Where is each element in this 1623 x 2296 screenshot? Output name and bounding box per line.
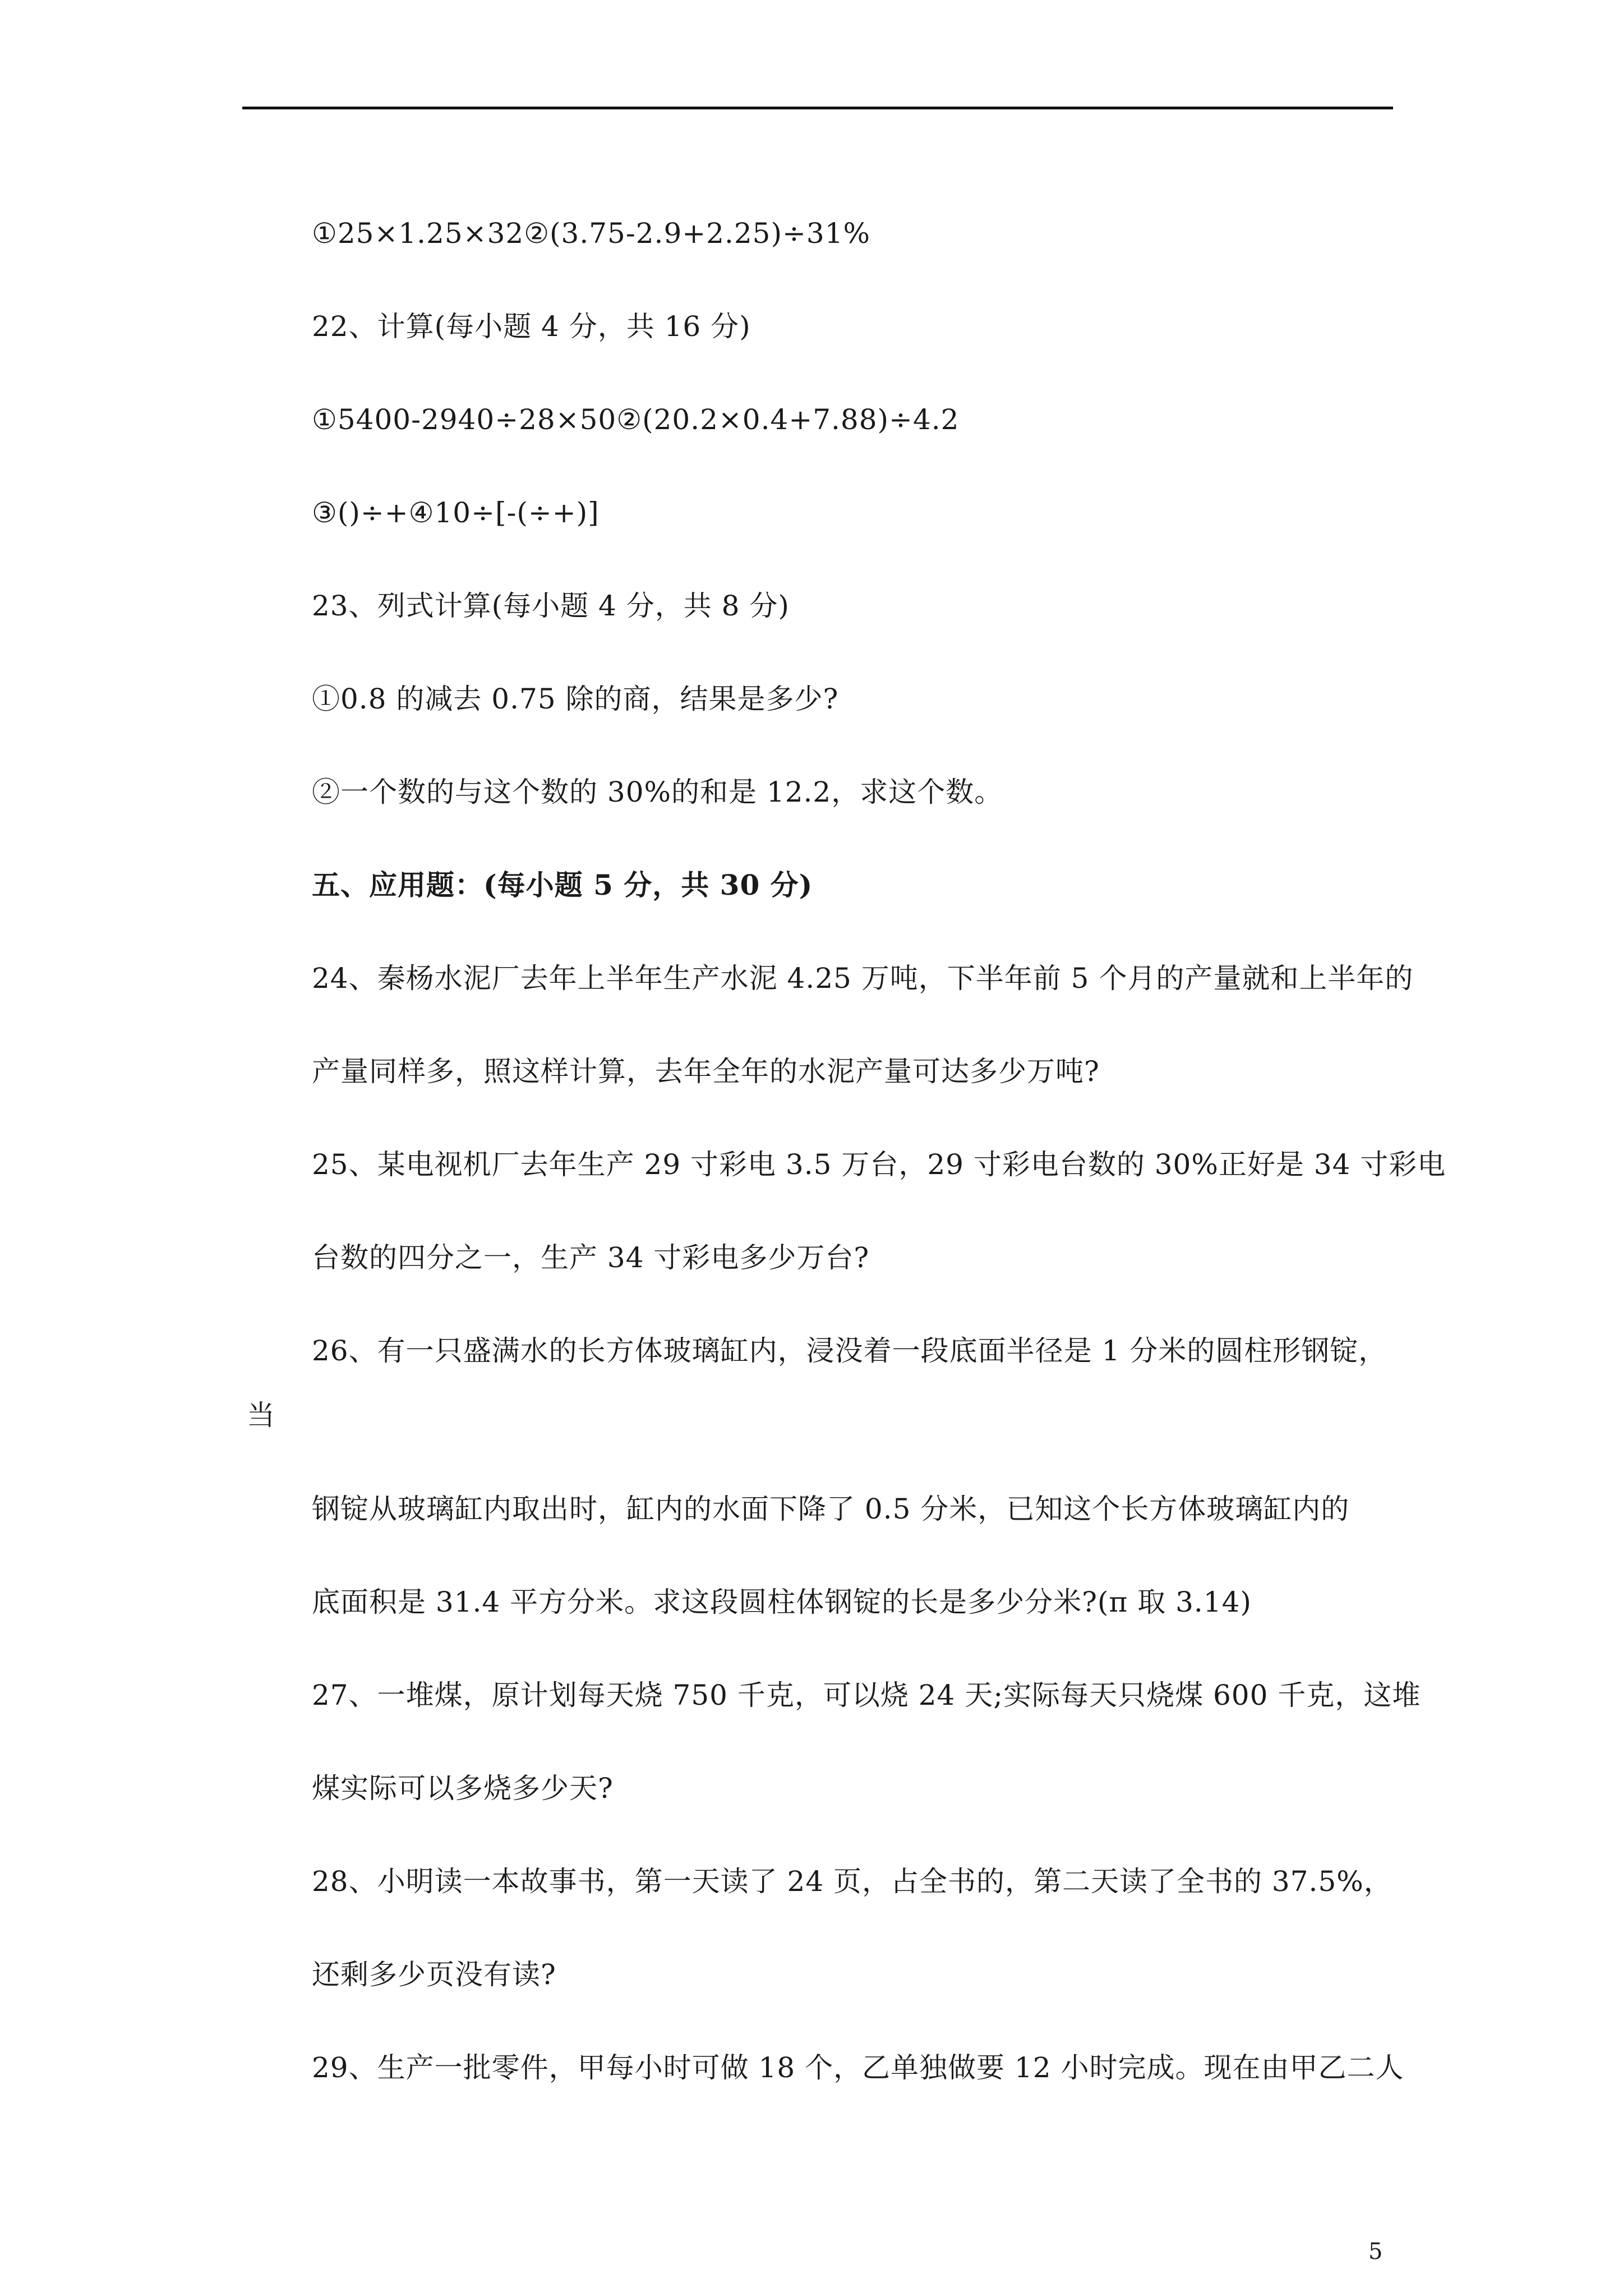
exercise-22-expressions-a: ①5400-2940÷28×50②(20.2×0.4+7.88)÷4.2 <box>312 403 960 436</box>
question-24-line-1: 24、秦杨水泥厂去年上半年生产水泥 4.25 万吨，下半年前 5 个月的产量就和上半年的 <box>312 962 1414 995</box>
question-26-line-3: 底面积是 31.4 平方分米。求这段圆柱体钢锭的长是多少分米?(π 取 3.14) <box>312 1586 1252 1618</box>
section-5-heading: 五、应用题：(每小题 5 分，共 30 分) <box>312 868 813 901</box>
question-27-line-1: 27、一堆煤，原计划每天烧 750 千克，可以烧 24 天;实际每天只烧煤 600 千克，这堆 <box>312 1679 1421 1711</box>
question-26-wrapped-char: 当 <box>247 1399 275 1432</box>
exercise-22-expressions-b: ③()÷+④10÷[-(÷+)] <box>312 496 600 529</box>
question-29-line-1: 29、生产一批零件，甲每小时可做 18 个，乙单独做要 12 小时完成。现在由甲乙二人 <box>312 2051 1404 2084</box>
exercise-23-item-1: ①0.8 的减去 0.75 除的商，结果是多少? <box>312 683 839 715</box>
question-22-heading: 22、计算(每小题 4 分，共 16 分) <box>312 310 751 343</box>
question-27-line-2: 煤实际可以多烧多少天? <box>312 1772 614 1805</box>
question-28-line-2: 还剩多少页没有读? <box>312 1958 556 1991</box>
header-rule <box>242 107 1393 109</box>
exercise-21-expressions: ①25×1.25×32②(3.75-2.9+2.25)÷31% <box>312 217 871 250</box>
question-28-line-1: 28、小明读一本故事书，第一天读了 24 页，占全书的，第二天读了全书的 37.5%， <box>312 1865 1393 1898</box>
question-23-heading: 23、列式计算(每小题 4 分，共 8 分) <box>312 590 790 622</box>
question-24-line-2: 产量同样多，照这样计算，去年全年的水泥产量可达多少万吨? <box>312 1055 1100 1088</box>
page-number: 5 <box>1368 2239 1383 2265</box>
question-25-line-2: 台数的四分之一，生产 34 寸彩电多少万台? <box>312 1241 870 1274</box>
question-26-line-2: 钢锭从玻璃缸内取出时，缸内的水面下降了 0.5 分米，已知这个长方体玻璃缸内的 <box>312 1493 1350 1525</box>
exercise-23-item-2: ②一个数的与这个数的 30%的和是 12.2，求这个数。 <box>312 776 1003 808</box>
question-25-line-1: 25、某电视机厂去年生产 29 寸彩电 3.5 万台，29 寸彩电台数的 30%正好是 34 寸彩电 <box>312 1148 1446 1181</box>
question-26-line-1: 26、有一只盛满水的长方体玻璃缸内，浸没着一段底面半径是 1 分米的圆柱形钢锭， <box>312 1335 1387 1367</box>
